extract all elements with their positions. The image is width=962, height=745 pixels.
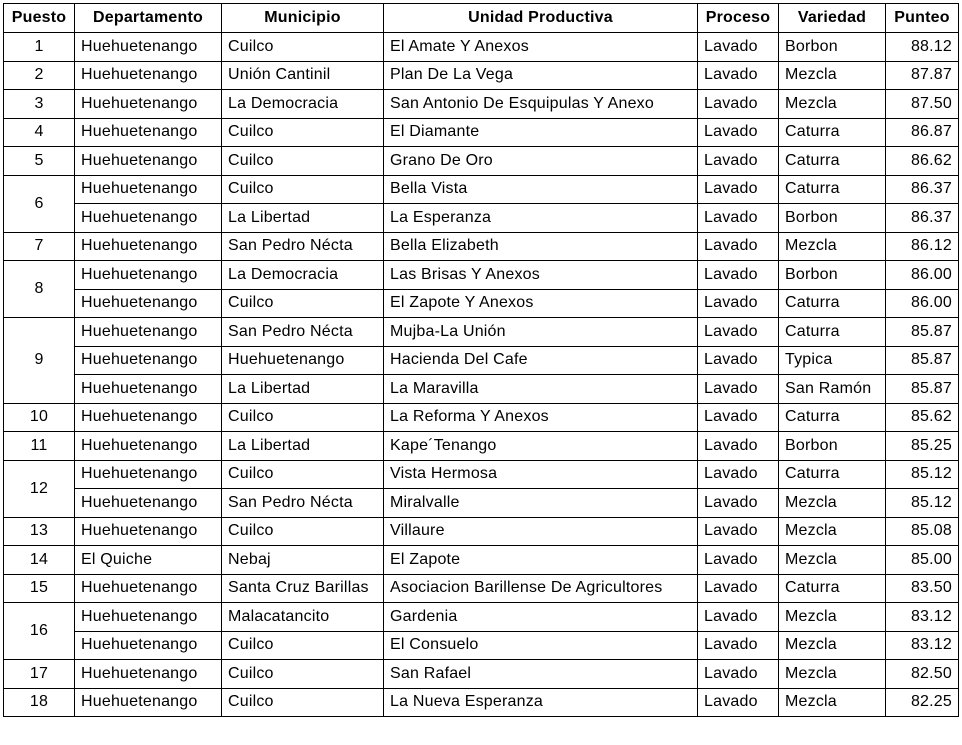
cell-departamento: Huehuetenango [75, 603, 222, 632]
cell-puesto: 10 [4, 403, 75, 432]
table-row [4, 631, 959, 660]
cell-variedad: Caturra [779, 175, 886, 204]
cell-unidad-productiva: Gardenia [384, 603, 698, 632]
cell-proceso: Lavado [698, 289, 779, 318]
cell-municipio: Nebaj [222, 546, 384, 575]
cell-puesto: 9 [4, 318, 75, 404]
cell-municipio: Cuilco [222, 147, 384, 176]
cell-punteo: 83.12 [886, 603, 959, 632]
cell-departamento: Huehuetenango [75, 346, 222, 375]
table-row [4, 688, 959, 717]
cell-punteo: 87.87 [886, 61, 959, 90]
cell-departamento: Huehuetenango [75, 432, 222, 461]
cell-proceso: Lavado [698, 147, 779, 176]
cell-variedad: Caturra [779, 318, 886, 347]
table-row [4, 460, 959, 489]
cell-puesto: 15 [4, 574, 75, 603]
cell-departamento: Huehuetenango [75, 232, 222, 261]
cell-punteo: 85.87 [886, 346, 959, 375]
cell-departamento: Huehuetenango [75, 517, 222, 546]
cell-municipio: Cuilco [222, 688, 384, 717]
cell-proceso: Lavado [698, 460, 779, 489]
cell-punteo: 87.50 [886, 90, 959, 119]
table-row [4, 147, 959, 176]
cell-proceso: Lavado [698, 175, 779, 204]
cell-unidad-productiva: La Reforma Y Anexos [384, 403, 698, 432]
cell-variedad: Mezcla [779, 603, 886, 632]
cell-municipio: Huehuetenango [222, 346, 384, 375]
cell-proceso: Lavado [698, 61, 779, 90]
cell-proceso: Lavado [698, 33, 779, 62]
cell-puesto: 11 [4, 432, 75, 461]
table-row [4, 403, 959, 432]
cell-departamento: Huehuetenango [75, 574, 222, 603]
cell-municipio: Cuilco [222, 289, 384, 318]
cell-variedad: Borbon [779, 432, 886, 461]
cell-punteo: 86.12 [886, 232, 959, 261]
cell-departamento: Huehuetenango [75, 289, 222, 318]
cell-departamento: Huehuetenango [75, 688, 222, 717]
cell-variedad: Mezcla [779, 546, 886, 575]
table-row [4, 261, 959, 290]
cell-punteo: 85.08 [886, 517, 959, 546]
cell-puesto: 8 [4, 261, 75, 318]
cell-variedad: Caturra [779, 574, 886, 603]
cell-variedad: Borbon [779, 261, 886, 290]
cell-unidad-productiva: Bella Elizabeth [384, 232, 698, 261]
header-proceso: Proceso [698, 4, 779, 33]
cell-variedad: Mezcla [779, 688, 886, 717]
cell-unidad-productiva: Vista Hermosa [384, 460, 698, 489]
cell-punteo: 85.25 [886, 432, 959, 461]
cell-departamento: Huehuetenango [75, 318, 222, 347]
cell-departamento: Huehuetenango [75, 61, 222, 90]
cell-departamento: El Quiche [75, 546, 222, 575]
cell-municipio: San Pedro Nécta [222, 232, 384, 261]
cell-variedad: Mezcla [779, 90, 886, 119]
cell-variedad: Mezcla [779, 232, 886, 261]
cell-variedad: Caturra [779, 289, 886, 318]
table-row [4, 61, 959, 90]
cell-departamento: Huehuetenango [75, 118, 222, 147]
cell-unidad-productiva: El Diamante [384, 118, 698, 147]
cell-municipio: Cuilco [222, 403, 384, 432]
cell-municipio: La Libertad [222, 204, 384, 233]
cell-variedad: Caturra [779, 403, 886, 432]
results-table [3, 3, 959, 717]
table-row [4, 660, 959, 689]
cell-departamento: Huehuetenango [75, 489, 222, 518]
cell-punteo: 83.50 [886, 574, 959, 603]
cell-municipio: Unión Cantinil [222, 61, 384, 90]
table-row [4, 33, 959, 62]
cell-departamento: Huehuetenango [75, 90, 222, 119]
cell-municipio: Malacatancito [222, 603, 384, 632]
header-puesto: Puesto [4, 4, 75, 33]
cell-unidad-productiva: San Antonio De Esquipulas Y Anexo [384, 90, 698, 119]
cell-proceso: Lavado [698, 517, 779, 546]
cell-proceso: Lavado [698, 403, 779, 432]
table-row [4, 232, 959, 261]
table-row [4, 546, 959, 575]
table-row [4, 375, 959, 404]
cell-departamento: Huehuetenango [75, 175, 222, 204]
cell-punteo: 85.12 [886, 460, 959, 489]
cell-unidad-productiva: Bella Vista [384, 175, 698, 204]
cell-punteo: 86.37 [886, 204, 959, 233]
header-variedad: Variedad [779, 4, 886, 33]
cell-variedad: Mezcla [779, 489, 886, 518]
cell-departamento: Huehuetenango [75, 375, 222, 404]
table-row [4, 346, 959, 375]
cell-proceso: Lavado [698, 261, 779, 290]
table-row [4, 603, 959, 632]
cell-proceso: Lavado [698, 603, 779, 632]
cell-unidad-productiva: La Esperanza [384, 204, 698, 233]
cell-unidad-productiva: Villaure [384, 517, 698, 546]
cell-punteo: 85.87 [886, 318, 959, 347]
cell-municipio: Santa Cruz Barillas [222, 574, 384, 603]
header-row [4, 4, 959, 33]
cell-variedad: Caturra [779, 147, 886, 176]
cell-proceso: Lavado [698, 90, 779, 119]
cell-puesto: 13 [4, 517, 75, 546]
cell-municipio: Cuilco [222, 660, 384, 689]
cell-puesto: 17 [4, 660, 75, 689]
cell-unidad-productiva: La Maravilla [384, 375, 698, 404]
cell-unidad-productiva: Hacienda Del Cafe [384, 346, 698, 375]
cell-proceso: Lavado [698, 375, 779, 404]
cell-unidad-productiva: Las Brisas Y Anexos [384, 261, 698, 290]
cell-proceso: Lavado [698, 346, 779, 375]
cell-variedad: Caturra [779, 460, 886, 489]
cell-variedad: Borbon [779, 33, 886, 62]
cell-municipio: San Pedro Nécta [222, 489, 384, 518]
cell-puesto: 3 [4, 90, 75, 119]
cell-unidad-productiva: Kape´Tenango [384, 432, 698, 461]
cell-unidad-productiva: El Zapote [384, 546, 698, 575]
cell-municipio: Cuilco [222, 517, 384, 546]
table-row [4, 517, 959, 546]
cell-proceso: Lavado [698, 318, 779, 347]
cell-municipio: Cuilco [222, 460, 384, 489]
table-row [4, 574, 959, 603]
cell-departamento: Huehuetenango [75, 261, 222, 290]
table-row [4, 204, 959, 233]
cell-punteo: 86.00 [886, 289, 959, 318]
cell-variedad: Mezcla [779, 660, 886, 689]
cell-proceso: Lavado [698, 631, 779, 660]
cell-puesto: 1 [4, 33, 75, 62]
cell-proceso: Lavado [698, 574, 779, 603]
table-body [4, 33, 959, 717]
cell-punteo: 82.25 [886, 688, 959, 717]
cell-unidad-productiva: Plan De La Vega [384, 61, 698, 90]
cell-departamento: Huehuetenango [75, 147, 222, 176]
cell-municipio: La Libertad [222, 375, 384, 404]
cell-municipio: La Democracia [222, 90, 384, 119]
cell-punteo: 86.00 [886, 261, 959, 290]
cell-departamento: Huehuetenango [75, 33, 222, 62]
cell-municipio: La Libertad [222, 432, 384, 461]
cell-unidad-productiva: La Nueva Esperanza [384, 688, 698, 717]
cell-variedad: Typica [779, 346, 886, 375]
header-municipio: Municipio [222, 4, 384, 33]
cell-puesto: 14 [4, 546, 75, 575]
cell-municipio: La Democracia [222, 261, 384, 290]
cell-puesto: 7 [4, 232, 75, 261]
cell-proceso: Lavado [698, 660, 779, 689]
cell-puesto: 18 [4, 688, 75, 717]
header-unidad-productiva: Unidad Productiva [384, 4, 698, 33]
cell-variedad: Caturra [779, 118, 886, 147]
cell-punteo: 88.12 [886, 33, 959, 62]
cell-departamento: Huehuetenango [75, 403, 222, 432]
cell-punteo: 85.12 [886, 489, 959, 518]
cell-puesto: 5 [4, 147, 75, 176]
cell-departamento: Huehuetenango [75, 660, 222, 689]
header-punteo: Punteo [886, 4, 959, 33]
cell-punteo: 86.87 [886, 118, 959, 147]
cell-unidad-productiva: El Amate Y Anexos [384, 33, 698, 62]
cell-departamento: Huehuetenango [75, 631, 222, 660]
table-row [4, 318, 959, 347]
cell-proceso: Lavado [698, 489, 779, 518]
cell-unidad-productiva: Asociacion Barillense De Agricultores [384, 574, 698, 603]
cell-variedad: Mezcla [779, 517, 886, 546]
cell-departamento: Huehuetenango [75, 460, 222, 489]
cell-variedad: San Ramón [779, 375, 886, 404]
table-row [4, 175, 959, 204]
cell-municipio: Cuilco [222, 33, 384, 62]
table-row [4, 432, 959, 461]
table-header [4, 4, 959, 33]
cell-variedad: Mezcla [779, 61, 886, 90]
cell-municipio: Cuilco [222, 175, 384, 204]
cell-proceso: Lavado [698, 118, 779, 147]
cell-variedad: Borbon [779, 204, 886, 233]
cell-municipio: Cuilco [222, 118, 384, 147]
cell-puesto: 16 [4, 603, 75, 660]
cell-municipio: San Pedro Nécta [222, 318, 384, 347]
cell-punteo: 85.87 [886, 375, 959, 404]
table-row [4, 489, 959, 518]
table-row [4, 289, 959, 318]
cell-departamento: Huehuetenango [75, 204, 222, 233]
cell-unidad-productiva: Miralvalle [384, 489, 698, 518]
cell-unidad-productiva: El Consuelo [384, 631, 698, 660]
cell-punteo: 83.12 [886, 631, 959, 660]
cell-puesto: 6 [4, 175, 75, 232]
cell-punteo: 85.00 [886, 546, 959, 575]
cell-unidad-productiva: El Zapote Y Anexos [384, 289, 698, 318]
cell-punteo: 86.62 [886, 147, 959, 176]
cell-municipio: Cuilco [222, 631, 384, 660]
cell-punteo: 82.50 [886, 660, 959, 689]
cell-puesto: 12 [4, 460, 75, 517]
cell-puesto: 2 [4, 61, 75, 90]
cell-unidad-productiva: Grano De Oro [384, 147, 698, 176]
cell-unidad-productiva: Mujba-La Unión [384, 318, 698, 347]
cell-puesto: 4 [4, 118, 75, 147]
cell-proceso: Lavado [698, 432, 779, 461]
header-departamento: Departamento [75, 4, 222, 33]
cell-proceso: Lavado [698, 546, 779, 575]
cell-proceso: Lavado [698, 232, 779, 261]
table-row [4, 118, 959, 147]
cell-unidad-productiva: San Rafael [384, 660, 698, 689]
cell-punteo: 85.62 [886, 403, 959, 432]
table-row [4, 90, 959, 119]
cell-punteo: 86.37 [886, 175, 959, 204]
cell-proceso: Lavado [698, 688, 779, 717]
cell-variedad: Mezcla [779, 631, 886, 660]
cell-proceso: Lavado [698, 204, 779, 233]
